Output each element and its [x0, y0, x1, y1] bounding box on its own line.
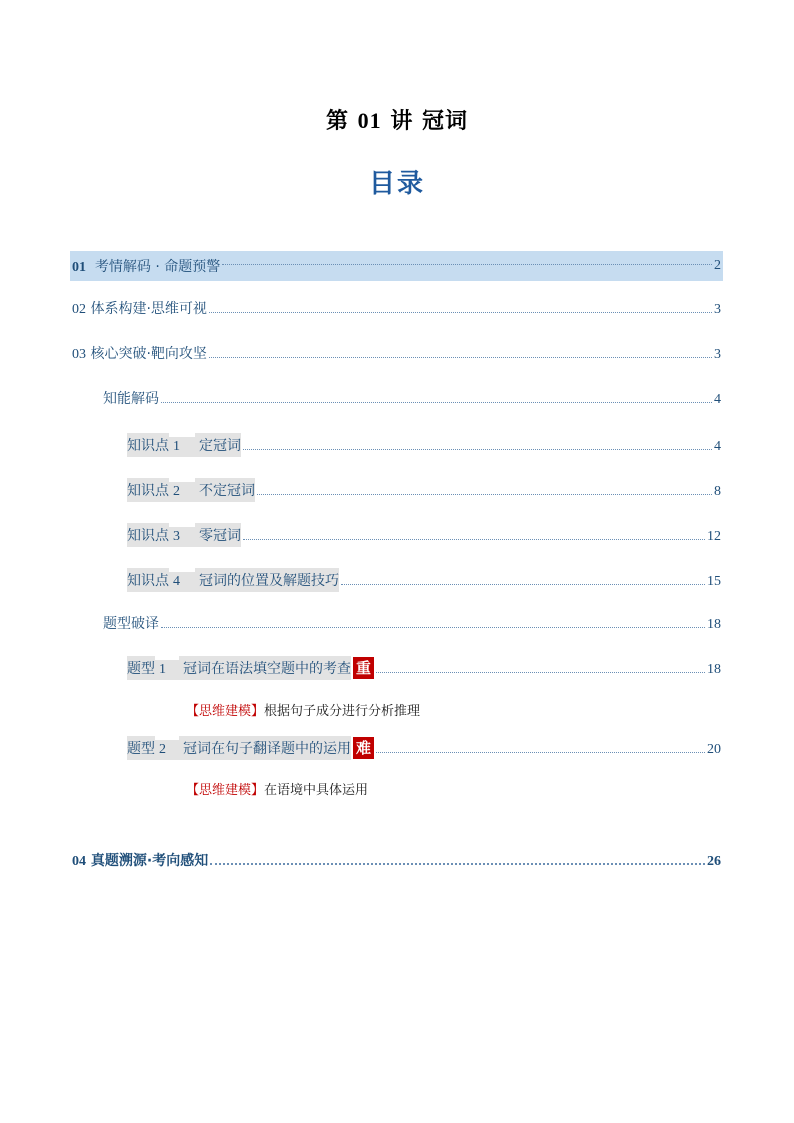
toc-entry-label: 核心突破·靶向攻坚 [90, 346, 207, 362]
dot-leader [161, 401, 712, 403]
toc-page-number: 3 [714, 302, 721, 317]
toc-entry-label: 不定冠词 [195, 478, 255, 502]
toc-entry-k4[interactable] [127, 568, 721, 592]
toc-entry-k2[interactable] [127, 478, 721, 502]
dot-leader [209, 311, 712, 313]
toc-entry-label: 零冠词 [195, 523, 241, 547]
toc-entry-label: 考情解码 · 命题预警 [94, 259, 221, 275]
toc-entry-k3[interactable] [127, 523, 721, 547]
dot-leader [257, 493, 712, 495]
dot-leader [222, 263, 712, 265]
toc-entry-03[interactable] [72, 343, 721, 367]
note-text: 在语境中具体运用 [264, 783, 369, 798]
dot-leader [161, 626, 705, 628]
toc-page-number: 4 [714, 392, 721, 407]
toc-entry-tixing[interactable] [103, 613, 721, 637]
toc-entry-label: 题型破译 [103, 616, 159, 632]
toc-entry-prefix: 知识点 [127, 433, 169, 457]
dot-leader [243, 538, 705, 540]
toc-entry-label: 冠词的位置及解题技巧 [195, 568, 339, 592]
toc-entry-number: 02 [72, 302, 86, 317]
toc-entry-label: 真题溯源·考向感知 [90, 853, 209, 869]
dot-leader [209, 356, 712, 358]
toc-entry-number: 04 [72, 854, 86, 869]
toc-page-number: 18 [707, 617, 721, 632]
dot-leader [376, 751, 705, 753]
toc-note-t2 [186, 779, 368, 798]
toc-page-number: 3 [714, 347, 721, 362]
toc-entry-prefix: 题型 [127, 656, 155, 680]
toc-entry-label: 知能解码 [103, 391, 159, 407]
difficult-badge: 难 [353, 737, 374, 759]
toc-entry-number: 1 [155, 660, 179, 680]
toc-entry-number: 1 [169, 437, 195, 457]
toc-heading: 目录 [368, 169, 425, 199]
dot-leader [341, 583, 705, 585]
toc-note-t1 [186, 700, 420, 719]
toc-entry-02[interactable] [72, 298, 721, 322]
toc-entry-prefix: 知识点 [127, 568, 169, 592]
dot-leader [376, 671, 705, 673]
toc-entry-prefix: 知识点 [127, 523, 169, 547]
toc-page-number: 18 [707, 662, 721, 677]
toc-page-number: 12 [707, 529, 721, 544]
toc-page-number: 8 [714, 484, 721, 499]
toc-page-number: 15 [707, 574, 721, 589]
toc-page-number: 26 [707, 854, 721, 869]
note-tag: 【思维建模】 [186, 704, 265, 719]
toc-entry-01[interactable] [70, 251, 723, 281]
toc-entry-number: 2 [169, 482, 195, 502]
note-tag: 【思维建模】 [186, 783, 265, 798]
toc-entry-label: 定冠词 [195, 433, 241, 457]
toc-entry-label: 冠词在句子翻译题中的运用 [179, 736, 351, 760]
note-text: 根据句子成分进行分析推理 [264, 704, 421, 719]
toc-entry-number: 3 [169, 527, 195, 547]
toc-entry-04[interactable] [72, 850, 721, 874]
toc-page-number: 4 [714, 439, 721, 454]
dot-leader [243, 448, 712, 450]
toc-page-number: 2 [714, 258, 721, 273]
toc-entry-number: 01 [72, 260, 86, 275]
toc-entry-label: 冠词在语法填空题中的考查 [179, 656, 351, 680]
toc-entry-zhineng[interactable] [103, 388, 721, 412]
toc-entry-t1[interactable] [127, 656, 721, 680]
toc-page-number: 20 [707, 742, 721, 757]
toc-entry-prefix: 知识点 [127, 478, 169, 502]
document-title: 第 01 讲 冠词 [325, 108, 469, 134]
toc-entry-k1[interactable] [127, 433, 721, 457]
dot-leader [210, 862, 705, 865]
toc-entry-label: 体系构建·思维可视 [90, 301, 207, 317]
key-point-badge: 重 [353, 657, 374, 679]
toc-entry-prefix: 题型 [127, 736, 155, 760]
toc-entry-number: 03 [72, 347, 86, 362]
toc-entry-number: 2 [155, 740, 179, 760]
toc-entry-number: 4 [169, 572, 195, 592]
toc-entry-t2[interactable] [127, 736, 721, 760]
